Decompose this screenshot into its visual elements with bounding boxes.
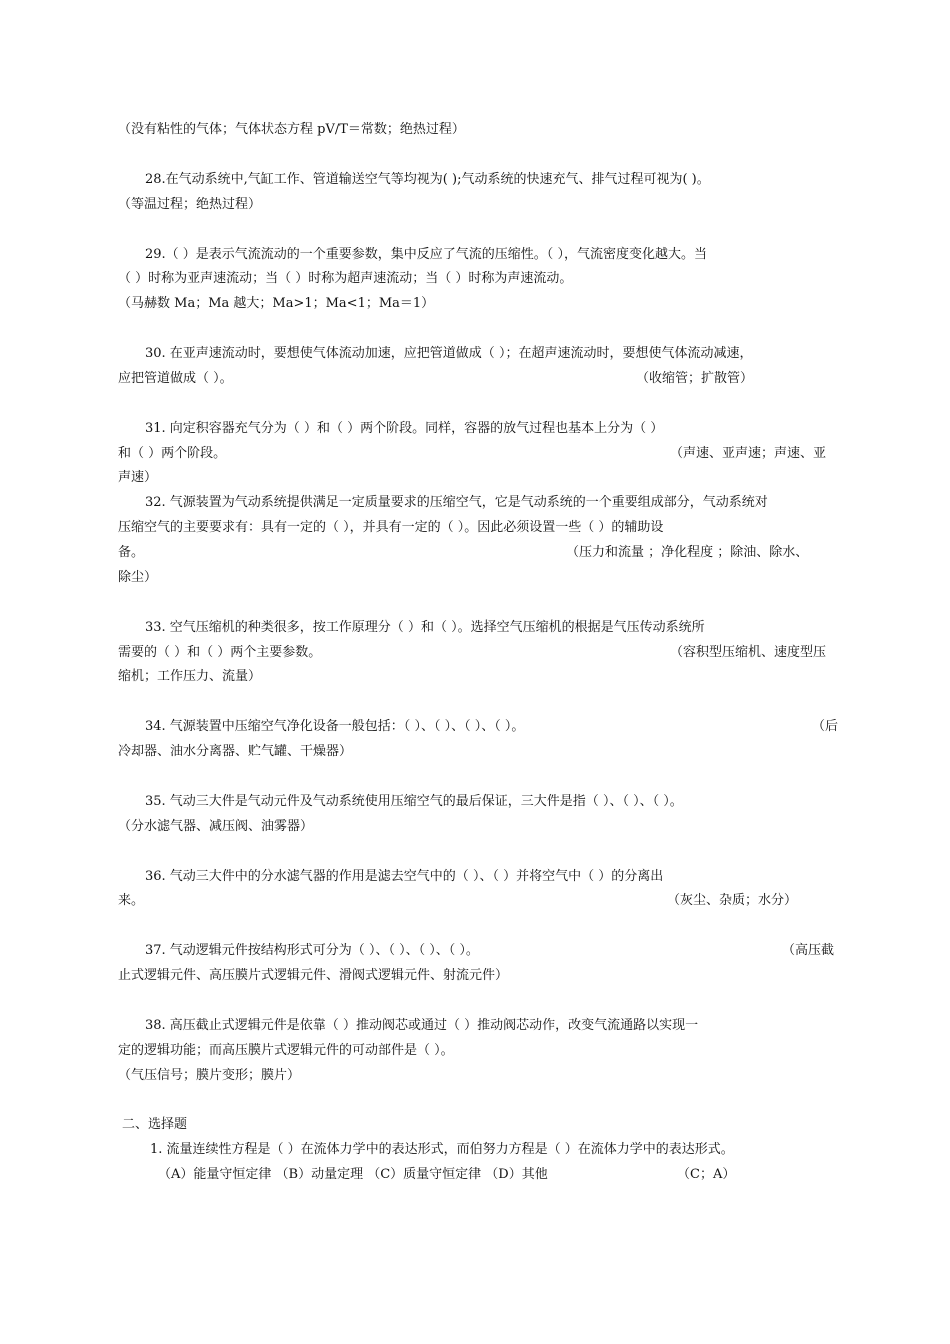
section-heading-multiple-choice: 二、选择题 xyxy=(122,1117,188,1132)
answer-q38: （气压信号；膜片变形；膜片） xyxy=(118,1068,301,1083)
question-29-line-1: 29.（ ）是表示气流流动的一个重要参数，集中反应了气流的压缩性。（ ），气流密度变化越大。当 xyxy=(145,247,707,262)
question-38-line-2: 定的逻辑功能；而高压膜片式逻辑元件的可动部件是（ ）。 xyxy=(118,1043,454,1058)
answer-q37-cont: 止式逻辑元件、高压膜片式逻辑元件、滑阀式逻辑元件、射流元件） xyxy=(118,968,509,983)
question-35-line-1: 35. 气动三大件是气动元件及气动系统使用压缩空气的最后保证，三大件是指（ ）、（ ）、（ ）。 xyxy=(145,794,683,809)
answer-q33: （容积型压缩机、速度型压 xyxy=(670,645,827,660)
question-33-line-2: 需要的（ ）和（ ）两个主要参数。 xyxy=(118,645,322,660)
answer-q37: （高压截 xyxy=(782,943,835,958)
answer-q31-cont: 声速） xyxy=(118,470,158,485)
answer-q35: （分水滤气器、减压阀、油雾器） xyxy=(118,819,314,834)
question-31-line-1: 31. 向定积容器充气分为（ ）和（ ）两个阶段。同样，容器的放气过程也基本上分为（ ） xyxy=(145,421,664,436)
answer-q32-cont: 除尘） xyxy=(118,570,158,585)
mc-question-1-answer: （C；A） xyxy=(677,1167,736,1182)
question-33-line-1: 33. 空气压缩机的种类很多，按工作原理分（ ）和（ ）。选择空气压缩机的根据是气压传动系统所 xyxy=(145,620,705,635)
answer-q30: （收缩管；扩散管） xyxy=(636,371,754,386)
question-36-line-1: 36. 气动三大件中的分水滤气器的作用是滤去空气中的（ ）、（ ）并将空气中（ ）的分离出 xyxy=(145,869,664,884)
question-28-line-1: 28.在气动系统中,气缸工作、管道输送空气等均视为( );气动系统的快速充气、排气过程可视为( )。 xyxy=(145,172,710,187)
answer-q36: （灰尘、杂质；水分） xyxy=(667,893,798,908)
question-30-line-2: 应把管道做成（ ）。 xyxy=(118,371,233,386)
mc-question-1-options: （A）能量守恒定律 （B）动量定理 （C）质量守恒定律 （D）其他 xyxy=(158,1167,548,1182)
answer-q34: （后 xyxy=(812,719,839,734)
answer-q28: （等温过程；绝热过程） xyxy=(118,197,262,212)
mc-question-1: 1. 流量连续性方程是（ ）在流体力学中的表达形式，而伯努力方程是（ ）在流体力学中的表达形式。 xyxy=(150,1142,734,1157)
question-31-line-2: 和（ ）两个阶段。 xyxy=(118,446,227,461)
question-30-line-1: 30. 在亚声速流动时，要想使气体流动加速，应把管道做成（ ）；在超声速流动时，要想使气体流动减速， xyxy=(145,346,753,361)
question-29-line-2: （ ）时称为亚声速流动；当（ ）时称为超声速流动；当（ ）时称为声速流动。 xyxy=(118,271,573,286)
answer-q33-cont: 缩机；工作压力、流量） xyxy=(118,669,262,684)
question-34-line-1: 34. 气源装置中压缩空气净化设备一般包括：（ ）、（ ）、（ ）、（ ）。 xyxy=(145,719,525,734)
answer-q32: （压力和流量 ；净化程度 ；除油、除水、 xyxy=(566,545,809,560)
question-32-line-1: 32. 气源装置为气动系统提供满足一定质量要求的压缩空气，它是气动系统的一个重要组成部分，气动系统对 xyxy=(145,495,768,510)
question-32-line-2: 压缩空气的主要要求有：具有一定的（ ），并具有一定的（ ）。因此必须设置一些（ ）的辅助设 xyxy=(118,520,664,535)
question-36-line-2: 来。 xyxy=(118,893,145,908)
answer-q29: （马赫数 Ma；Ma 越大；Ma>1；Ma<1；Ma＝1） xyxy=(118,296,435,311)
question-32-line-3: 备。 xyxy=(118,545,145,560)
answer-q31: （声速、亚声速；声速、亚 xyxy=(670,446,827,461)
answer-q27: （没有粘性的气体；气体状态方程 pV/T＝常数；绝热过程） xyxy=(118,122,465,137)
question-38-line-1: 38. 高压截止式逻辑元件是依靠（ ）推动阀芯或通过（ ）推动阀芯动作，改变气流通路以实现一 xyxy=(145,1018,699,1033)
answer-q34-cont: 冷却器、油水分离器、贮气罐、干燥器） xyxy=(118,744,353,759)
question-37-line-1: 37. 气动逻辑元件按结构形式可分为（ ）、（ ）、（ ）、（ ）。 xyxy=(145,943,479,958)
